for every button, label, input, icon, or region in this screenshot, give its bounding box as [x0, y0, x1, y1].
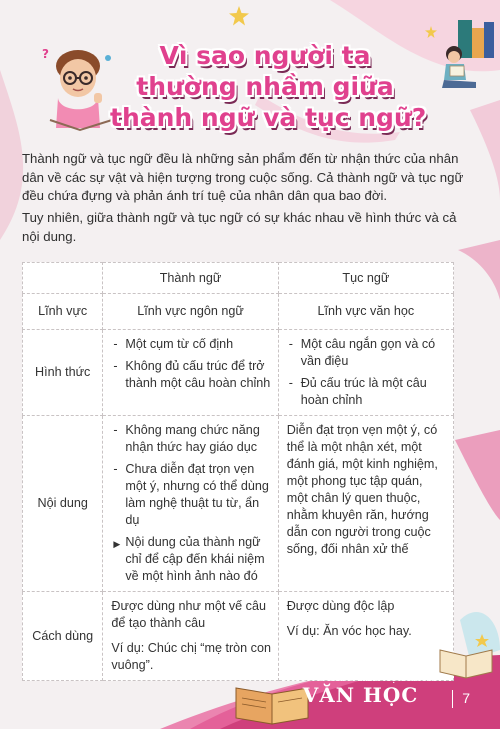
list-item: [111, 534, 271, 585]
row-label: Lĩnh vực: [23, 294, 103, 330]
list-item: [111, 422, 271, 456]
dash-bullet: -: [288, 376, 293, 390]
item-text: Nội dung của thành ngữ chỉ để cập đến khái niệm về một hình ảnh nào đó: [125, 535, 265, 583]
footer-series-title: [283, 674, 438, 706]
row-label: Hình thức: [23, 330, 103, 416]
table-cell: [103, 416, 278, 592]
item-text: Đủ cấu trúc là một câu hoàn chỉnh: [300, 376, 427, 407]
list-item: [111, 358, 271, 392]
dash-bullet: -: [113, 359, 118, 373]
table-cell: Lĩnh vực ngôn ngữ: [103, 294, 278, 330]
dash-bullet: -: [113, 337, 118, 351]
list-item: [287, 336, 447, 370]
dash-bullet: -: [113, 423, 118, 437]
table-row-hinh-thuc: [23, 330, 454, 416]
table-header-tuc-ngu: Tục ngữ: [278, 263, 453, 294]
intro-paragraph: Tuy nhiên, giữa thành ngữ và tục ngữ có sự khác nhau về hình thức và cả nội dung.: [22, 210, 457, 244]
footer-series: NHỮNG ĐIỀU THÚ VỊ TRONG: [282, 674, 438, 684]
svg-text:?: ?: [42, 47, 49, 61]
title-line: thành ngữ và tục ngữ?: [110, 103, 427, 132]
table-cell: [103, 330, 278, 416]
item-text: Một cụm từ cố định: [125, 337, 234, 351]
list-item: [111, 461, 271, 529]
title-line: Vì sao người ta: [159, 41, 371, 70]
table-header-row: [23, 263, 454, 294]
cell-text: Ví dụ: Chúc chị “mẹ tròn con vuông”.: [111, 641, 271, 672]
item-text: Một câu ngắn gọn và có vần điệu: [300, 337, 436, 368]
intro-paragraph: Thành ngữ và tục ngữ đều là những sản phẩm đến từ nhận thức của nhân dân về các sự vật và hiện tượng trong cuộc sống. Cả thành ngữ và tục ngữ đều chứa đựng và phản ánh trí tuệ của nhân dân qua bao đời.: [22, 151, 464, 203]
footer-subject: VĂN HỌC: [302, 683, 419, 707]
comparison-table: [22, 262, 454, 681]
page-title: [110, 40, 427, 133]
page-number: 7: [462, 690, 470, 706]
item-text: Chưa diễn đạt trọn vẹn một ý, nhưng có thể dùng làm nghệ thuật tu từ, ẩn dụ: [125, 462, 269, 527]
table-row-noi-dung: [23, 416, 454, 592]
table-cell: Lĩnh vực văn học: [278, 294, 453, 330]
boy-with-glasses-illustration: [40, 38, 120, 138]
table-cell: [278, 330, 453, 416]
table-row-linh-vuc: [23, 294, 454, 330]
cell-text: Ví dụ: Ăn vóc học hay.: [286, 624, 412, 638]
cell-text: Được dùng độc lập: [286, 599, 395, 613]
list-item: [111, 336, 271, 353]
open-book-illustration: [436, 632, 496, 682]
list-item: [287, 375, 447, 409]
triangle-bullet-icon: ▶: [113, 539, 121, 549]
title-line: thường nhầm giữa: [136, 72, 394, 101]
row-label: Nội dung: [23, 416, 103, 592]
table-header-thanh-ngu: Thành ngữ: [103, 263, 278, 294]
dash-bullet: -: [113, 462, 118, 476]
table-cell: Diễn đạt trọn vẹn một ý, có thể là một nhận xét, một đánh giá, một kinh nghiệm, một phong tục tập quán, một chân lý quen thuộc, nhằm khuyên răn, hướng dẫn con người trong cuộc sống, đối nhân xử thế: [278, 416, 453, 592]
dash-bullet: -: [288, 337, 293, 351]
cell-text: Được dùng như một vế câu để tạo thành câu: [111, 599, 266, 630]
item-text: Không mang chức năng nhận thức hay giáo dục: [125, 423, 260, 454]
page-number-divider: [452, 690, 453, 708]
star-icon: [228, 5, 250, 27]
girl-reading-illustration: [436, 10, 496, 92]
item-text: Không đủ cấu trúc để trở thành một câu hoàn chỉnh: [125, 359, 271, 390]
table-header-empty: [23, 263, 103, 294]
row-label: Cách dùng: [23, 592, 103, 681]
